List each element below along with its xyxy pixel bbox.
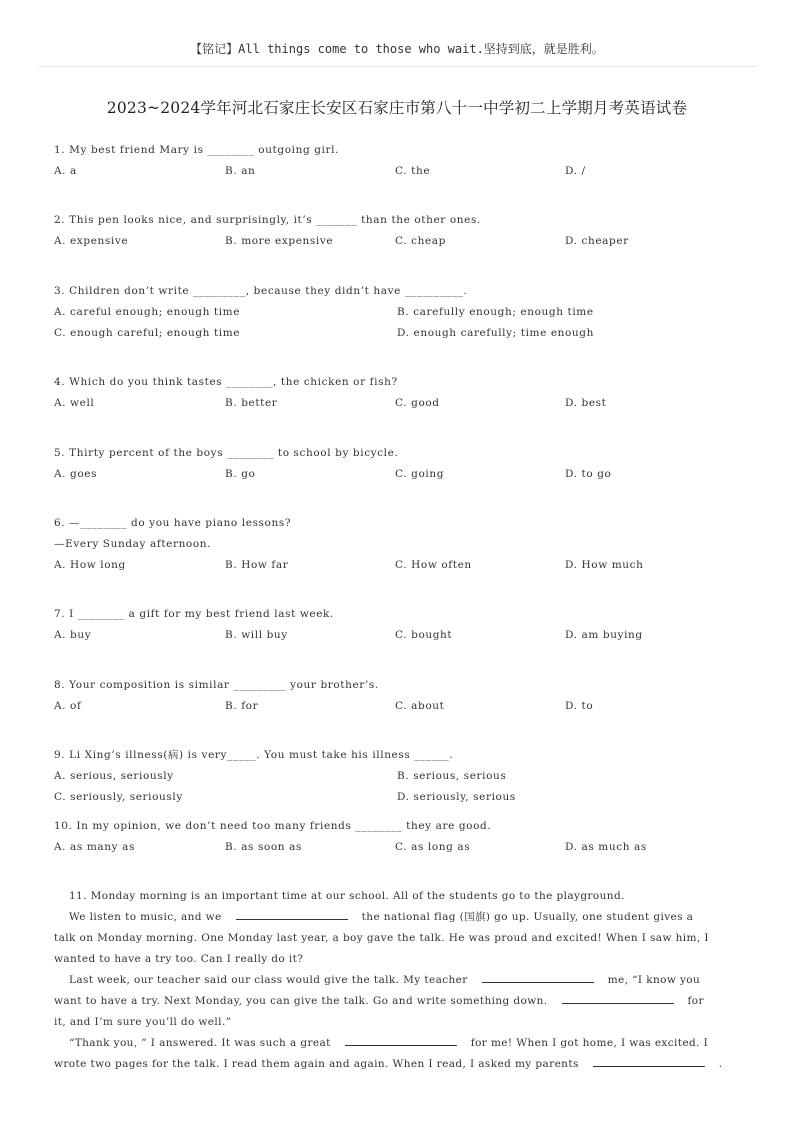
question-stem: 5. Thirty percent of the boys ________ to school by bicycle. [54, 447, 399, 459]
question-stem: 10. In my opinion, we don’t need too many friends ________ they are good. [54, 820, 492, 832]
option-c[interactable]: C. about [395, 700, 445, 712]
question-stem: 6. —________ do you have piano lessons? [54, 517, 292, 529]
passage-line [54, 886, 744, 907]
question-stem: —Every Sunday afternoon. [54, 538, 212, 550]
option-a[interactable]: A. well [54, 397, 95, 409]
option-row [54, 161, 754, 182]
passage-text: talk on Monday morning. One Monday last year, a boy gave the talk. He was proud and excited! When I saw him, I [54, 932, 709, 944]
option-b[interactable]: B. How far [225, 559, 289, 571]
question-6 [54, 513, 754, 576]
question-7 [54, 604, 754, 646]
option-c[interactable]: C. enough careful; enough time [54, 327, 241, 339]
option-c[interactable]: C. good [395, 397, 440, 409]
passage-line [54, 907, 744, 928]
passage-text: for [687, 995, 704, 1007]
question-stem: 4. Which do you think tastes ________, the chicken or fish? [54, 376, 398, 388]
passage-line [54, 928, 744, 949]
option-d[interactable]: D. enough carefully; time enough [397, 327, 594, 339]
header-divider [38, 66, 756, 67]
option-c[interactable]: C. seriously, seriously [54, 791, 183, 803]
option-d[interactable]: D. to [565, 700, 594, 712]
answer-blank[interactable] [593, 1054, 705, 1067]
option-a[interactable]: A. buy [54, 629, 92, 641]
option-row [54, 837, 754, 858]
passage-text: Last week, our teacher said our class would give the talk. My teacher [54, 974, 468, 986]
question-stem: 2. This pen looks nice, and surprisingly, it’s _______ than the other ones. [54, 214, 481, 226]
option-row [54, 787, 754, 808]
option-a[interactable]: A. goes [54, 468, 98, 480]
option-b[interactable]: B. more expensive [225, 235, 334, 247]
passage-line [54, 1033, 744, 1054]
passage-line [54, 970, 744, 991]
option-d[interactable]: D. / [565, 165, 586, 177]
option-row [54, 393, 754, 414]
option-a[interactable]: A. of [54, 700, 82, 712]
option-d[interactable]: D. How much [565, 559, 644, 571]
question-2 [54, 210, 754, 252]
option-a[interactable]: A. serious, seriously [54, 770, 174, 782]
option-c[interactable]: C. going [395, 468, 445, 480]
answer-blank[interactable] [562, 991, 674, 1004]
passage-text: We listen to music, and we [54, 911, 222, 923]
option-d[interactable]: D. best [565, 397, 607, 409]
option-b[interactable]: B. an [225, 165, 256, 177]
answer-blank[interactable] [345, 1033, 457, 1046]
question-stem: 1. My best friend Mary is ________ outgoing girl. [54, 144, 339, 156]
question-5 [54, 443, 754, 485]
option-a[interactable]: A. How long [54, 559, 126, 571]
option-c[interactable]: C. the [395, 165, 431, 177]
passage-text: wrote two pages for the talk. I read them again and again. When I read, I asked my parents [54, 1058, 579, 1070]
option-row [54, 231, 754, 252]
option-b[interactable]: B. carefully enough; enough time [397, 306, 594, 318]
header-motto: 【铭记】All things come to those who wait.坚持到底，就是胜利。 [190, 42, 604, 56]
question-stem: 7. I ________ a gift for my best friend last week. [54, 608, 334, 620]
passage-line [54, 1054, 744, 1075]
option-b[interactable]: B. better [225, 397, 278, 409]
passage-text: wanted to have a try too. Can I really do it? [54, 953, 304, 965]
passage-text: for me! When I got home, I was excited. I [470, 1037, 709, 1049]
answer-blank[interactable] [236, 907, 348, 920]
option-d[interactable]: D. seriously, serious [397, 791, 516, 803]
option-row [54, 323, 754, 344]
passage-text: “Thank you, ” I answered. It was such a great [54, 1037, 331, 1049]
option-d[interactable]: D. am buying [565, 629, 643, 641]
passage-text: want to have a try. Next Monday, you can give the talk. Go and write something down. [54, 995, 548, 1007]
option-row [54, 555, 754, 576]
option-c[interactable]: C. How often [395, 559, 472, 571]
option-row [54, 302, 754, 323]
option-b[interactable]: B. go [225, 468, 256, 480]
option-a[interactable]: A. expensive [54, 235, 129, 247]
passage-line [54, 1012, 744, 1033]
option-a[interactable]: A. careful enough; enough time [54, 306, 241, 318]
option-b[interactable]: B. serious, serious [397, 770, 507, 782]
question-4 [54, 372, 754, 414]
passage-text: it, and I’m sure you’ll do well.” [54, 1016, 232, 1028]
option-a[interactable]: A. a [54, 165, 77, 177]
option-b[interactable]: B. as soon as [225, 841, 302, 853]
question-10 [54, 816, 754, 858]
option-c[interactable]: C. as long as [395, 841, 471, 853]
passage-text: me, “I know you [607, 974, 701, 986]
passage-line [54, 949, 744, 970]
option-c[interactable]: C. cheap [395, 235, 446, 247]
question-9 [54, 745, 754, 808]
question-stem: 8. Your composition is similar _________ your brother’s. [54, 679, 379, 691]
answer-blank[interactable] [482, 970, 594, 983]
option-c[interactable]: C. bought [395, 629, 453, 641]
cloze-passage [54, 886, 744, 1075]
passage-line [54, 991, 744, 1012]
option-d[interactable]: D. as much as [565, 841, 647, 853]
option-row [54, 766, 754, 787]
option-d[interactable]: D. cheaper [565, 235, 629, 247]
question-8 [54, 675, 754, 717]
question-stem: 9. Li Xing’s illness(病) is very_____. You must take his illness ______. [54, 749, 454, 761]
question-stem: 3. Children don’t write _________, because they didn’t have __________. [54, 285, 468, 297]
option-row [54, 464, 754, 485]
option-row [54, 625, 754, 646]
passage-text: 11. Monday morning is an important time at our school. All of the students go to the playground. [54, 890, 625, 902]
question-3 [54, 281, 754, 344]
passage-text: . [718, 1058, 723, 1070]
page-title: 2023~2024学年河北石家庄长安区石家庄市第八十一中学初二上学期月考英语试卷 [106, 99, 688, 117]
option-row [54, 696, 754, 717]
option-b[interactable]: B. for [225, 700, 259, 712]
option-d[interactable]: D. to go [565, 468, 612, 480]
option-a[interactable]: A. as many as [54, 841, 135, 853]
question-1 [54, 140, 754, 182]
option-b[interactable]: B. will buy [225, 629, 288, 641]
passage-text: the national flag (国旗) go up. Usually, one student gives a [361, 911, 694, 923]
